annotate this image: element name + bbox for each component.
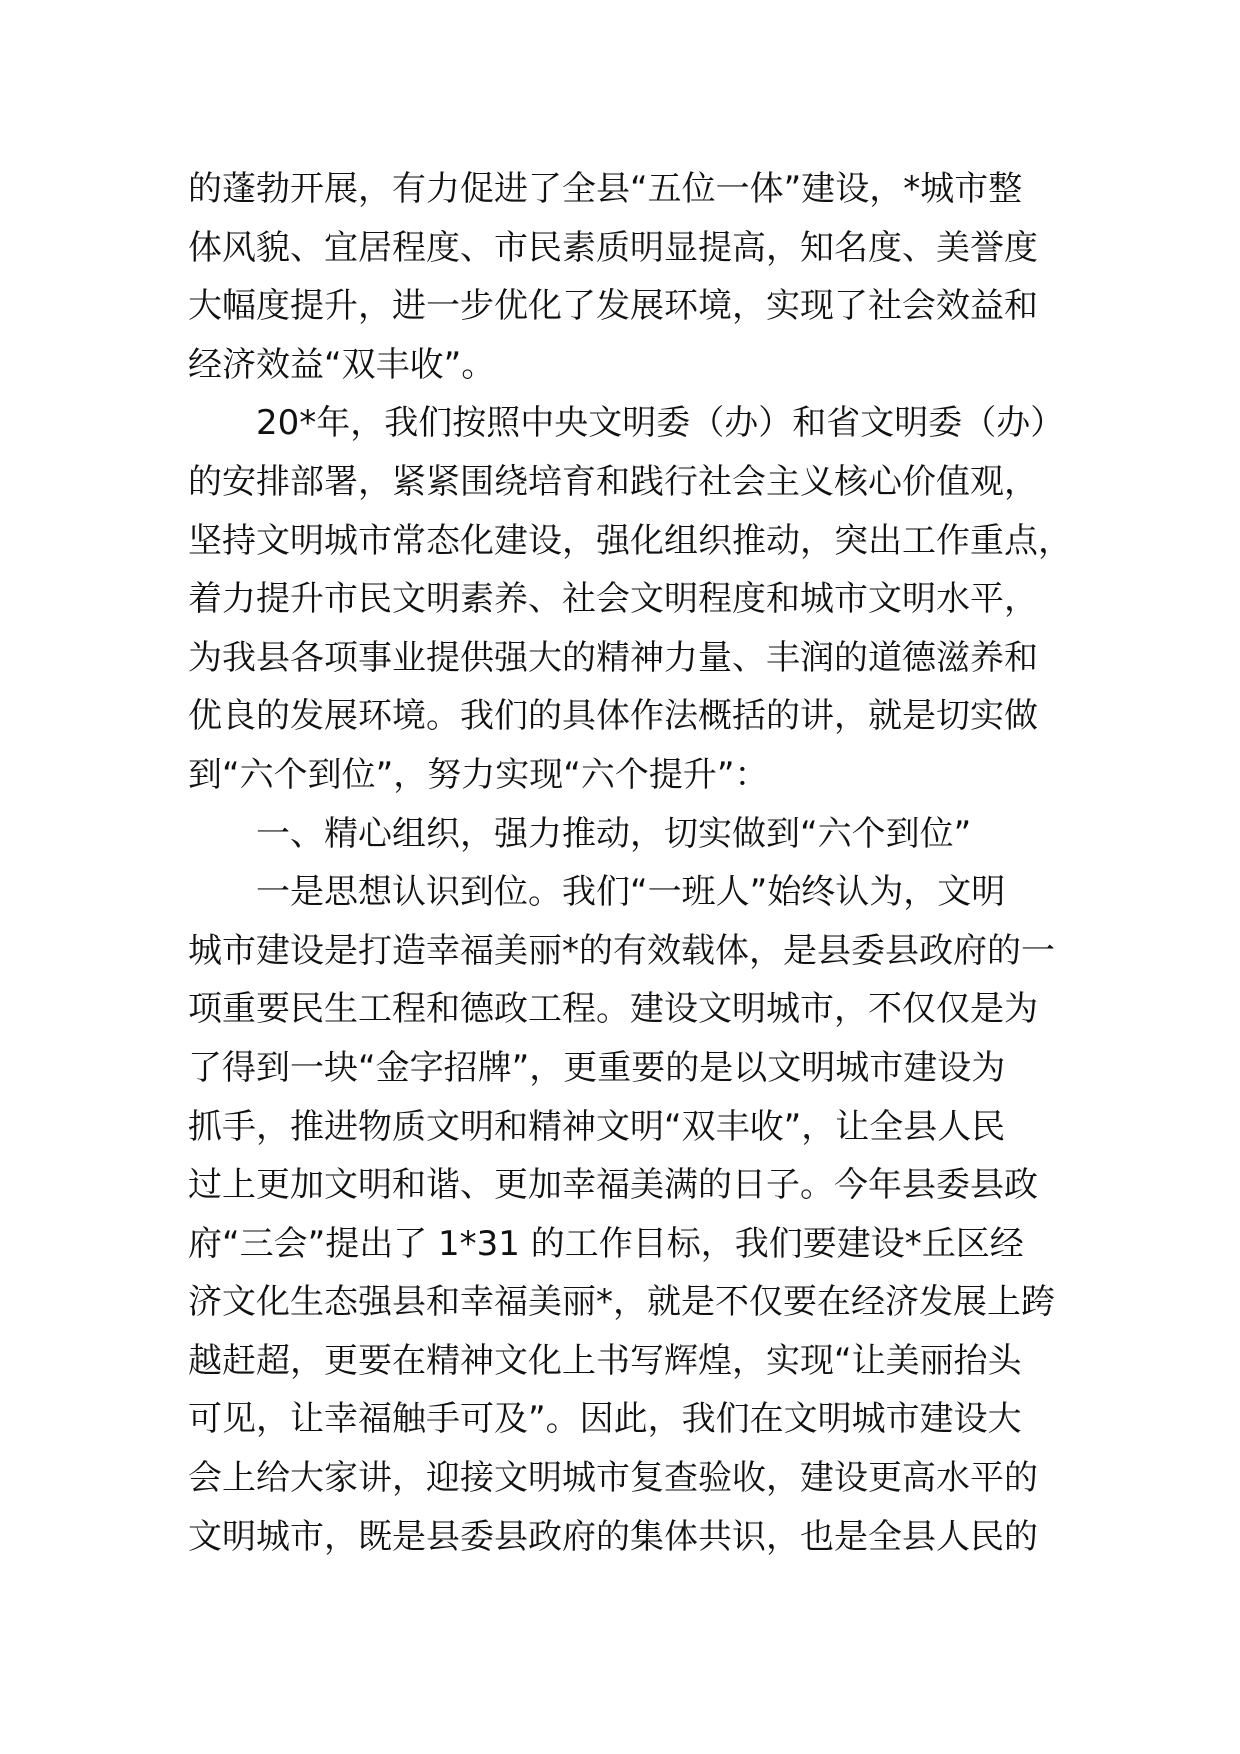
text-line: 一是思想认识到位。我们“一班人”始终认为，文明 xyxy=(256,872,1006,913)
text-line: 了得到一块“金字招牌”，更重要的是以文明城市建设为 xyxy=(188,1047,1006,1088)
text-line: 到“六个到位”，努力实现“六个提升”： xyxy=(188,754,769,795)
text-line: 为我县各项事业提供强大的精神力量、丰润的道德滋养和 xyxy=(188,637,1038,678)
text-line: 一、精心组织，强力推动，切实做到“六个到位” xyxy=(256,813,972,854)
text-line: 城市建设是打造幸福美丽*的有效载体，是县委县政府的一 xyxy=(188,930,1055,971)
text-line: 坚持文明城市常态化建设，强化组织推动，突出工作重点， xyxy=(188,520,1072,561)
document-body xyxy=(188,160,1072,1566)
text-line: 济文化生态强县和幸福美丽*，就是不仅要在经济发展上跨 xyxy=(188,1282,1055,1323)
text-line: 的蓬勃开展，有力促进了全县“五位一体”建设，*城市整 xyxy=(188,169,1023,209)
text-line: 府“三会”提出了 1*31 的工作目标，我们要建设*丘区经 xyxy=(188,1223,1024,1264)
text-line: 着力提升市民文明素养、社会文明程度和城市文明水平， xyxy=(188,579,1038,620)
text-line: 越赶超，更要在精神文化上书写辉煌，实现“让美丽抬头 xyxy=(188,1340,1022,1381)
text-line: 文明城市，既是县委县政府的集体共识，也是全县人民的 xyxy=(188,1516,1038,1557)
text-line: 经济效益“双丰收”。 xyxy=(188,344,496,385)
text-line: 体风貌、宜居程度、市民素质明显提高，知名度、美誉度 xyxy=(188,227,1038,268)
text-line: 可见，让幸福触手可及”。因此，我们在文明城市建设大 xyxy=(188,1399,1022,1440)
text-line: 大幅度提升，进一步优化了发展环境，实现了社会效益和 xyxy=(188,286,1038,327)
text-line: 的安排部署，紧紧围绕培育和践行社会主义核心价值观， xyxy=(188,461,1038,502)
text-line: 会上给大家讲，迎接文明城市复查验收，建设更高水平的 xyxy=(188,1458,1038,1499)
text-line: 抓手，推进物质文明和精神文明“双丰收”，让全县人民 xyxy=(188,1106,1006,1147)
text-line: 20*年，我们按照中央文明委（办）和省文明委（办） xyxy=(256,403,1065,444)
text-line: 优良的发展环境。我们的具体作法概括的讲，就是切实做 xyxy=(188,696,1038,737)
text-line: 过上更加文明和谐、更加幸福美满的日子。今年县委县政 xyxy=(188,1165,1038,1206)
text-line: 项重要民生工程和德政工程。建设文明城市，不仅仅是为 xyxy=(188,989,1038,1030)
